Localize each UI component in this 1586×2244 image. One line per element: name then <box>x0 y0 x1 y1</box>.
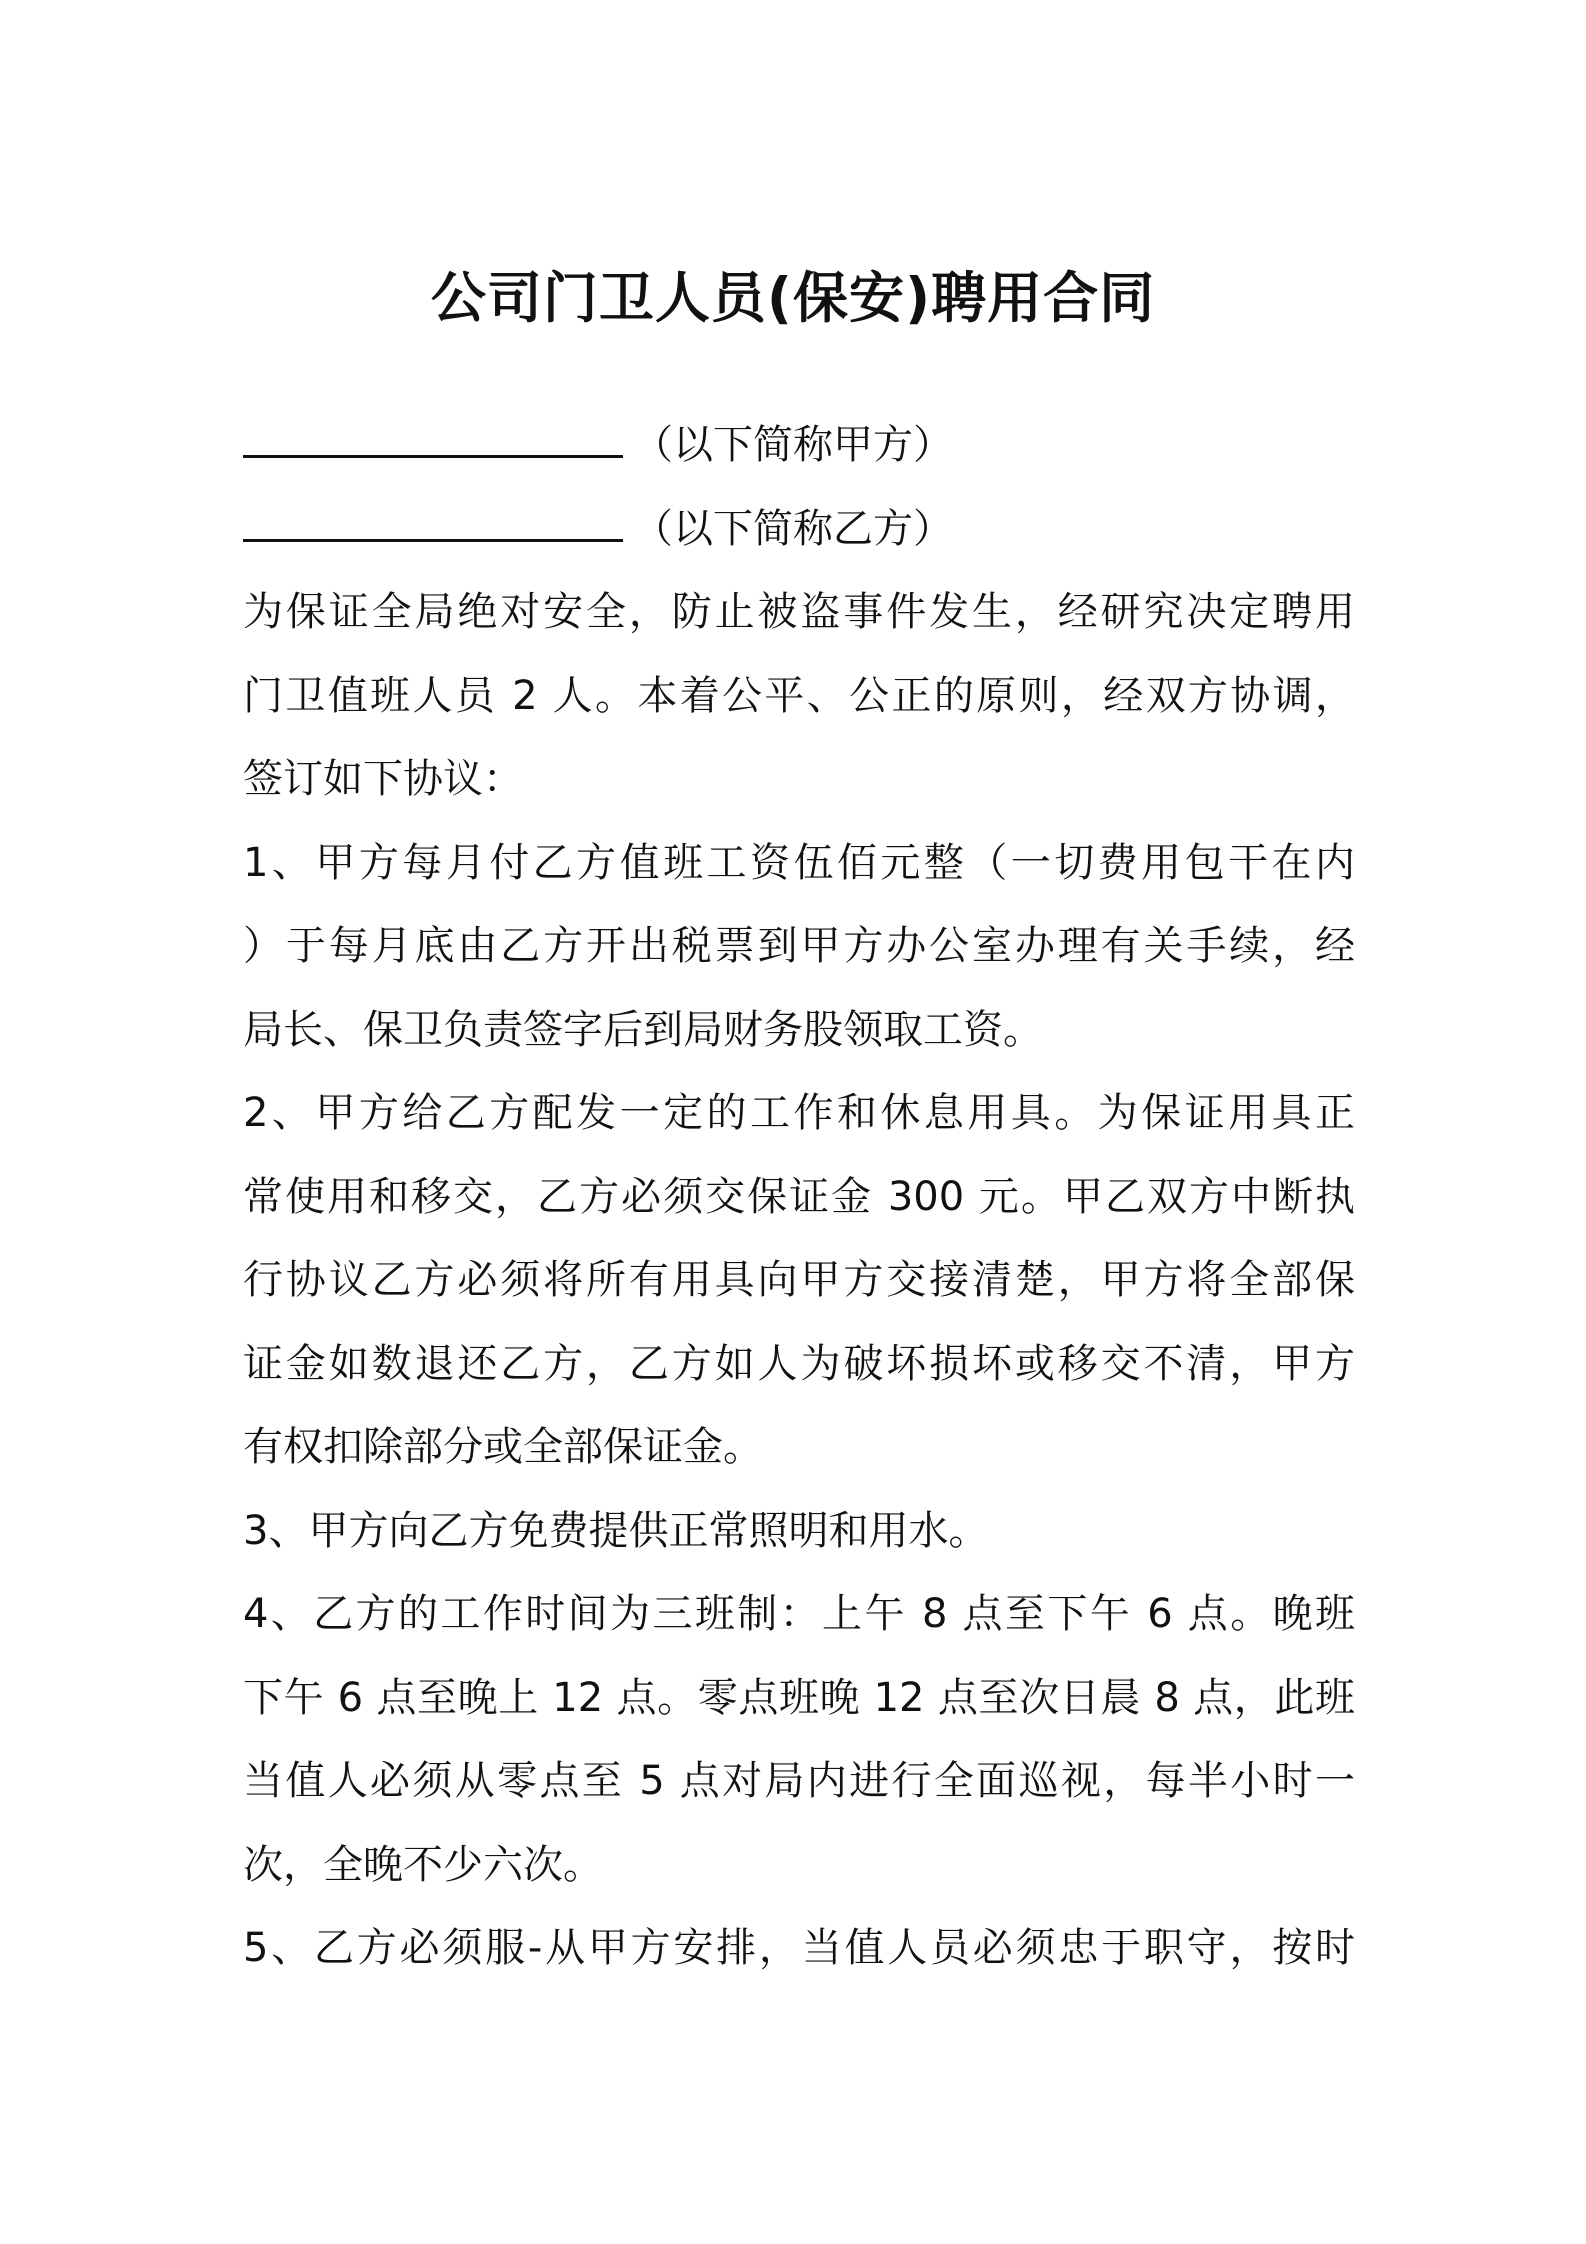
text-line: ）于每月底由乙方开出税票到甲方办公室办理有关手续，经 <box>243 923 1355 969</box>
text-line: 证金如数退还乙方，乙方如人为破坏损坏或移交不清，甲方 <box>243 1340 1355 1387</box>
text-line: 5、乙方必须服-从甲方安排，当值人员必须忠于职守，按时 <box>243 1925 1355 1971</box>
party-b-line <box>243 488 1355 572</box>
paragraph-clause-4 <box>243 1573 1355 1907</box>
paragraph-intro <box>243 571 1355 822</box>
party-a-blank <box>243 427 623 458</box>
party-a-label: （以下简称甲方） <box>633 422 953 468</box>
text-line: 行协议乙方必须将所有用具向甲方交接清楚，甲方将全部保 <box>243 1257 1355 1303</box>
text-line: 下午 6 点至晚上 12 点。零点班晚 12 点至次日晨 8 点，此班 <box>243 1674 1355 1721</box>
text-line: 门卫值班人员 2 人。本着公平、公正的原则，经双方协调， <box>243 672 1355 719</box>
text-line: 2、甲方给乙方配发一定的工作和休息用具。为保证用具正 <box>243 1090 1355 1136</box>
text-line: 为保证全局绝对安全，防止被盗事件发生，经研究决定聘用 <box>243 589 1355 635</box>
text-line: 签订如下协议： <box>243 756 523 802</box>
text-line: 1、甲方每月付乙方值班工资伍佰元整（一切费用包干在内 <box>243 839 1355 886</box>
party-b-blank <box>243 511 623 542</box>
paragraph-clause-5 <box>243 1907 1355 1991</box>
text-line: 有权扣除部分或全部保证金。 <box>243 1424 763 1470</box>
text-line: 局长、保卫负责签字后到局财务股领取工资。 <box>243 1006 1043 1053</box>
text-line: 当值人必须从零点至 5 点对局内进行全面巡视，每半小时一 <box>243 1758 1355 1804</box>
paragraph-clause-3 <box>243 1490 1355 1574</box>
document-title: 公司门卫人员(保安)聘用合同 <box>430 266 1156 330</box>
text-line: 次，全晚不少六次。 <box>243 1841 603 1888</box>
text-line: 常使用和移交，乙方必须交保证金 300 元。甲乙双方中断执 <box>243 1173 1355 1220</box>
party-a-line <box>243 404 1355 488</box>
paragraph-clause-1 <box>243 822 1355 1073</box>
paragraph-clause-2 <box>243 1072 1355 1490</box>
document-body <box>243 404 1355 1991</box>
text-line: 3、甲方向乙方免费提供正常照明和用水。 <box>243 1507 989 1554</box>
party-b-label: （以下简称乙方） <box>633 505 953 552</box>
text-line: 4、乙方的工作时间为三班制：上午 8 点至下午 6 点。晚班 <box>243 1591 1355 1637</box>
